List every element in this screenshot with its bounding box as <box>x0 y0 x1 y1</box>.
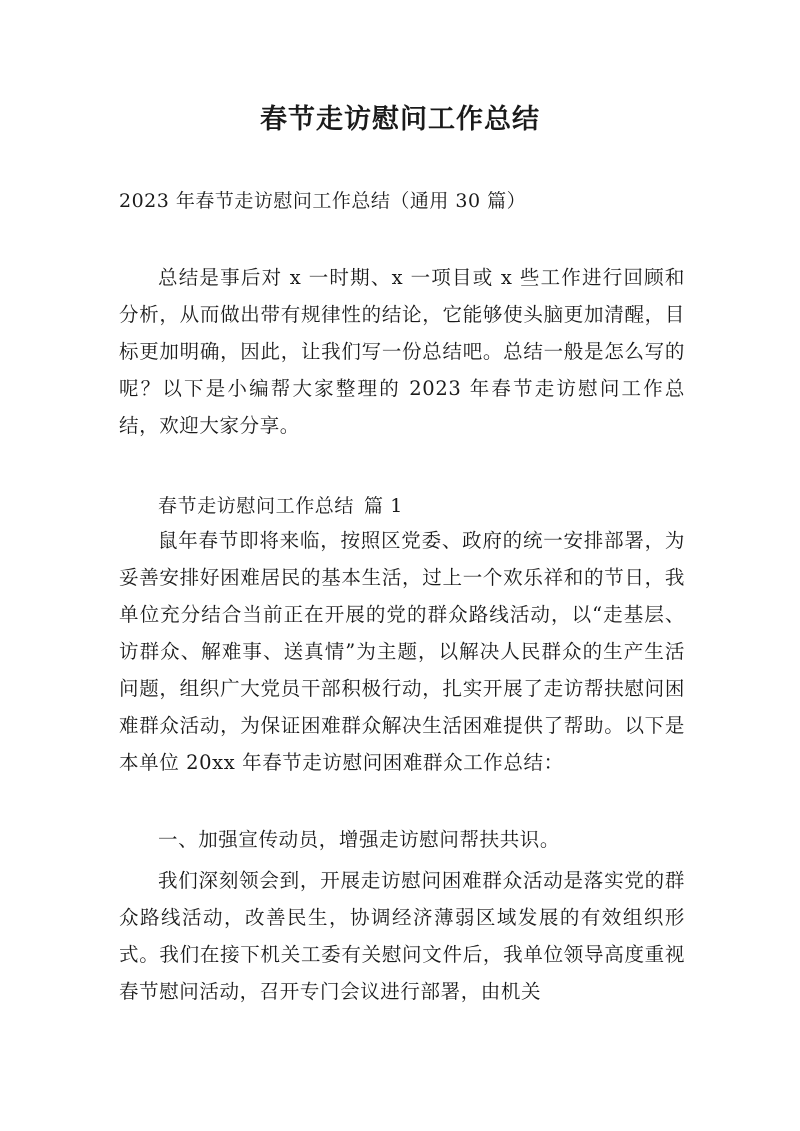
body-paragraph-2: 我们深刻领会到，开展走访慰问困难群众活动是落实党的群众路线活动，改善民生，协调经济薄弱区域发展的有效组织形式。我们在接下机关工委有关慰问文件后，我单位领导高度重视春节慰问活动，召开专门会议进行部署，由机关 <box>119 869 685 1003</box>
document-title: 春节走访慰问工作总结 <box>260 104 540 135</box>
section-heading <box>158 489 403 523</box>
document-subtitle: 2023 年春节走访慰问工作总结（通用 30 篇） <box>119 190 527 212</box>
section-heading-number: 篇 1 <box>364 495 403 517</box>
section-heading-title: 春节走访慰问工作总结 <box>158 495 355 517</box>
subheading-1: 一、加强宣传动员，增强走访慰问帮扶共识。 <box>158 828 561 851</box>
intro-paragraph: 总结是事后对 x 一时期、x 一项目或 x 些工作进行回顾和分析，从而做出带有规律性的结论，它能够使头脑更加清醒，目标更加明确，因此，让我们写一份总结吧。总结一般是怎么写的呢？以下是小编帮大家整理的 2023 年春节走访慰问工作总结，欢迎大家分享。 <box>119 266 685 437</box>
body-paragraph-1: 鼠年春节即将来临，按照区党委、政府的统一安排部署，为妥善安排好困难居民的基本生活，过上一个欢乐祥和的节日，我单位充分结合当前正在开展的党的群众路线活动，以“走基层、访群众、解难事、送真情”为主题，以解决人民群众的生产生活问题，组织广大党员干部积极行动，扎实开展了走访帮扶慰问困难群众活动，为保证困难群众解决生活困难提供了帮助。以下是本单位 20xx 年春节走访慰问困难群众工作总结： <box>119 529 685 774</box>
